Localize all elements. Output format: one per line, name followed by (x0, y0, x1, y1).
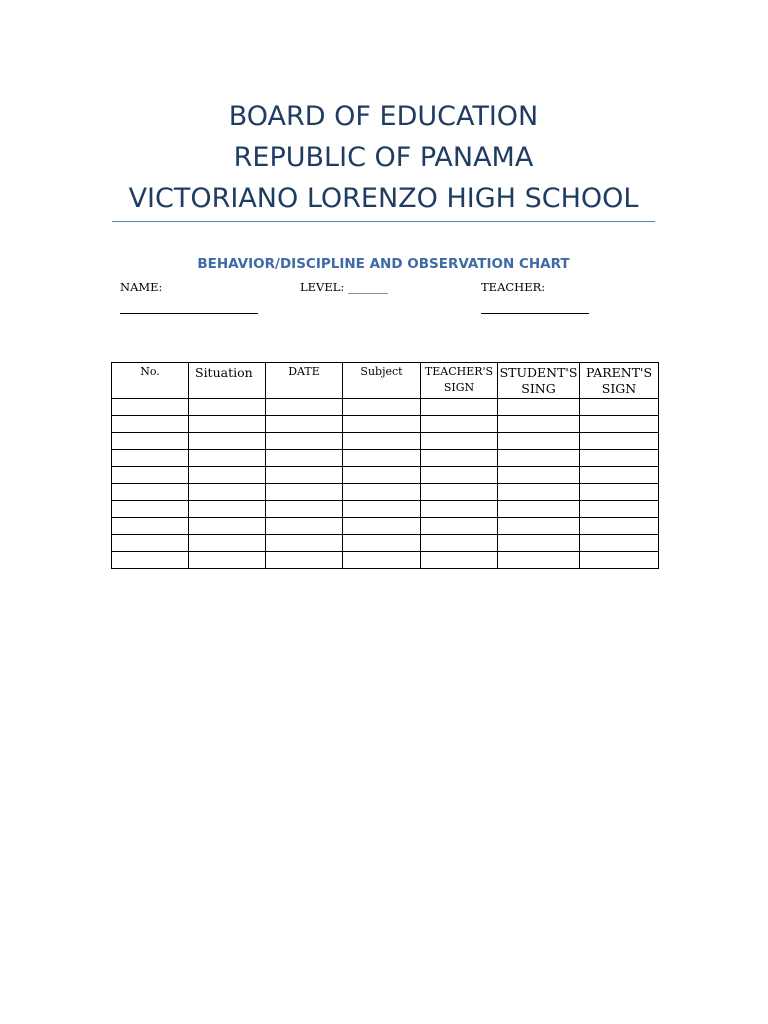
table-cell[interactable] (580, 467, 659, 484)
column-header-students-sing: STUDENT'S SING (498, 363, 580, 399)
column-header-no: No. (112, 363, 189, 399)
table-cell[interactable] (498, 552, 580, 569)
table-cell[interactable] (421, 399, 498, 416)
table-cell[interactable] (112, 535, 189, 552)
table-body (112, 399, 659, 569)
table-cell[interactable] (266, 416, 343, 433)
table-cell[interactable] (189, 450, 266, 467)
table-cell[interactable] (580, 399, 659, 416)
table-row (112, 467, 659, 484)
table-cell[interactable] (112, 416, 189, 433)
table-row (112, 552, 659, 569)
table-cell[interactable] (112, 518, 189, 535)
table-cell[interactable] (266, 552, 343, 569)
column-header-subject: Subject (343, 363, 421, 399)
table-cell[interactable] (112, 501, 189, 518)
table-cell[interactable] (266, 433, 343, 450)
table-cell[interactable] (580, 552, 659, 569)
table-row (112, 399, 659, 416)
table-cell[interactable] (421, 416, 498, 433)
table-cell[interactable] (343, 501, 421, 518)
name-blank-line[interactable] (120, 313, 258, 314)
table-cell[interactable] (580, 518, 659, 535)
name-label: NAME: (120, 280, 163, 294)
table-cell[interactable] (421, 467, 498, 484)
level-label: LEVEL: _______ (300, 280, 389, 294)
table-cell[interactable] (498, 518, 580, 535)
table-cell[interactable] (343, 535, 421, 552)
table-cell[interactable] (189, 518, 266, 535)
table-cell[interactable] (266, 535, 343, 552)
table-cell[interactable] (421, 535, 498, 552)
table-cell[interactable] (580, 416, 659, 433)
table-cell[interactable] (112, 450, 189, 467)
table-cell[interactable] (266, 467, 343, 484)
header-divider (112, 221, 655, 222)
table-cell[interactable] (189, 535, 266, 552)
table-cell[interactable] (343, 484, 421, 501)
table-cell[interactable] (498, 433, 580, 450)
table-cell[interactable] (343, 518, 421, 535)
observation-table (111, 362, 659, 569)
teacher-blank-line[interactable] (481, 313, 589, 314)
table-cell[interactable] (498, 484, 580, 501)
table-cell[interactable] (580, 433, 659, 450)
table-cell[interactable] (266, 450, 343, 467)
table-cell[interactable] (189, 467, 266, 484)
table-cell[interactable] (580, 501, 659, 518)
table-cell[interactable] (421, 501, 498, 518)
table-cell[interactable] (112, 484, 189, 501)
teacher-label: TEACHER: (481, 280, 546, 294)
column-header-teachers-sign: TEACHER'S SIGN (421, 363, 498, 399)
table-header-row (112, 363, 659, 399)
table-cell[interactable] (266, 399, 343, 416)
table-cell[interactable] (421, 484, 498, 501)
table-cell[interactable] (343, 552, 421, 569)
column-header-parents-sign: PARENT'S SIGN (580, 363, 659, 399)
document-header (112, 96, 655, 219)
table-row (112, 535, 659, 552)
table-cell[interactable] (498, 416, 580, 433)
table-cell[interactable] (266, 518, 343, 535)
table-cell[interactable] (266, 484, 343, 501)
table-cell[interactable] (421, 450, 498, 467)
table-cell[interactable] (112, 399, 189, 416)
table-cell[interactable] (266, 501, 343, 518)
table-cell[interactable] (498, 501, 580, 518)
header-line-school: VICTORIANO LORENZO HIGH SCHOOL (128, 183, 639, 214)
table-row (112, 433, 659, 450)
table-cell[interactable] (498, 535, 580, 552)
table-row (112, 484, 659, 501)
table-cell[interactable] (498, 399, 580, 416)
table-cell[interactable] (421, 552, 498, 569)
table-cell[interactable] (343, 450, 421, 467)
table-cell[interactable] (189, 416, 266, 433)
table-row (112, 416, 659, 433)
table-cell[interactable] (112, 467, 189, 484)
header-line-board: BOARD OF EDUCATION (228, 101, 539, 132)
column-header-situation: Situation (189, 363, 266, 399)
header-line-republic: REPUBLIC OF PANAMA (233, 142, 534, 173)
table-cell[interactable] (421, 433, 498, 450)
table-cell[interactable] (580, 450, 659, 467)
table-cell[interactable] (580, 484, 659, 501)
column-header-date: DATE (266, 363, 343, 399)
table-row (112, 501, 659, 518)
table-cell[interactable] (343, 467, 421, 484)
table-cell[interactable] (343, 433, 421, 450)
table-cell[interactable] (189, 501, 266, 518)
table-cell[interactable] (498, 450, 580, 467)
table-cell[interactable] (112, 433, 189, 450)
table-cell[interactable] (580, 535, 659, 552)
table-cell[interactable] (189, 433, 266, 450)
table-row (112, 450, 659, 467)
table-cell[interactable] (343, 399, 421, 416)
chart-title: BEHAVIOR/DISCIPLINE AND OBSERVATION CHART (197, 256, 570, 272)
table-cell[interactable] (189, 399, 266, 416)
table-row (112, 518, 659, 535)
table-cell[interactable] (189, 552, 266, 569)
table-cell[interactable] (498, 467, 580, 484)
table-cell[interactable] (343, 416, 421, 433)
table-cell[interactable] (189, 484, 266, 501)
table-cell[interactable] (421, 518, 498, 535)
table-cell[interactable] (112, 552, 189, 569)
